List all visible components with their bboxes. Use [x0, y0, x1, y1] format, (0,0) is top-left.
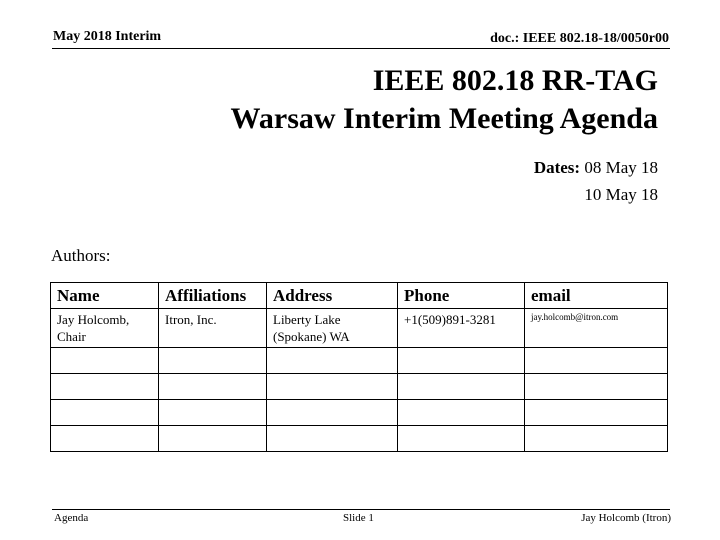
empty-cell — [51, 426, 159, 452]
empty-cell — [159, 426, 267, 452]
empty-cell — [51, 374, 159, 400]
footer-left: Agenda — [54, 512, 89, 524]
empty-cell — [398, 400, 525, 426]
header-divider — [52, 48, 670, 49]
table-row-empty — [51, 400, 668, 426]
empty-cell — [267, 426, 398, 452]
empty-cell — [525, 374, 668, 400]
authors-label: Authors: — [51, 246, 111, 265]
footer-slide-number: Slide 1 — [343, 512, 374, 524]
empty-cell — [159, 348, 267, 374]
empty-cell — [51, 400, 159, 426]
empty-cell — [51, 348, 159, 374]
dates-label: Dates: — [533, 158, 581, 177]
table-header-row — [51, 283, 668, 309]
dates-start: 08 May 18 — [584, 158, 658, 177]
column-header-name: Name — [51, 283, 159, 309]
empty-cell — [159, 374, 267, 400]
author-address: Liberty Lake (Spokane) WA — [267, 309, 398, 348]
empty-cell — [267, 400, 398, 426]
empty-cell — [398, 374, 525, 400]
title-line-2: Warsaw Interim Meeting Agenda — [230, 102, 658, 135]
empty-cell — [525, 426, 668, 452]
empty-cell — [159, 400, 267, 426]
meeting-dates — [534, 154, 658, 208]
empty-cell — [398, 348, 525, 374]
empty-cell — [525, 400, 668, 426]
author-affiliation: Itron, Inc. — [159, 309, 267, 348]
empty-cell — [267, 348, 398, 374]
dates-end: 10 May 18 — [584, 185, 658, 204]
table-row — [51, 309, 668, 348]
column-header-address: Address — [267, 283, 398, 309]
dates-start-line — [534, 154, 658, 181]
authors-table — [50, 282, 668, 452]
title-line-1: IEEE 802.18 RR-TAG — [372, 64, 658, 97]
author-name: Jay Holcomb, Chair — [51, 309, 159, 348]
header-date: May 2018 Interim — [53, 29, 162, 44]
column-header-email: email — [525, 283, 668, 309]
author-phone: +1(509)891-3281 — [398, 309, 525, 348]
empty-cell — [398, 426, 525, 452]
empty-cell — [525, 348, 668, 374]
table-row-empty — [51, 426, 668, 452]
author-email: jay.holcomb@itron.com — [525, 309, 668, 348]
empty-cell — [267, 374, 398, 400]
column-header-phone: Phone — [398, 283, 525, 309]
column-header-affiliations: Affiliations — [159, 283, 267, 309]
header-doc-id: doc.: IEEE 802.18-18/0050r00 — [490, 31, 669, 46]
table-row-empty — [51, 374, 668, 400]
footer-author: Jay Holcomb (Itron) — [581, 512, 671, 524]
footer-divider — [52, 509, 670, 510]
slide-title — [231, 62, 658, 138]
table-row-empty — [51, 348, 668, 374]
